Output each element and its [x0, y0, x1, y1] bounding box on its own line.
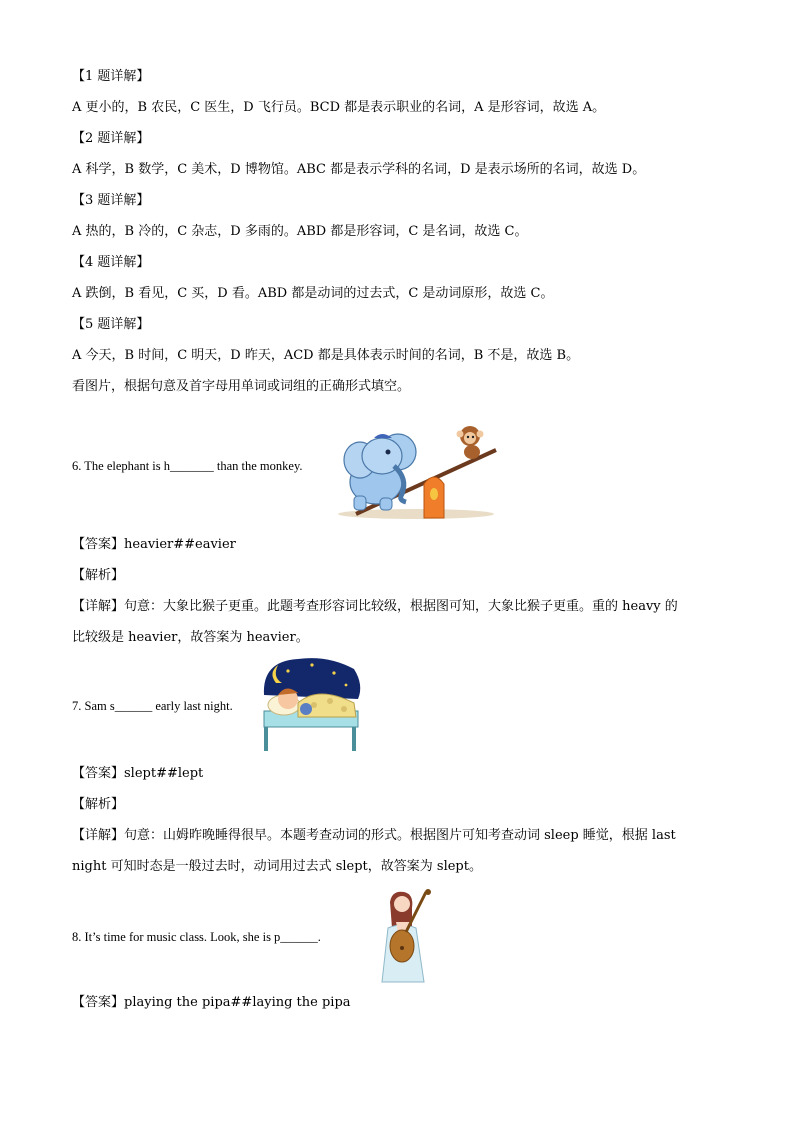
- detail-7-line2: night 可知时态是一般过去时，动词用过去式 slept，故答案为 slept。: [72, 859, 482, 874]
- explanation-q3: A 热的，B 冷的，C 杂志，D 多雨的。ABD 都是形容词，C 是名词，故选 C。: [72, 224, 528, 239]
- boy-sleeping-image: [258, 655, 364, 755]
- answer-8: 【答案】playing the pipa##laying the pipa: [72, 995, 351, 1010]
- detail-7-line1: 【详解】句意：山姆昨晚睡得很早。本题考查动词的形式。根据图片可知考查动词 sleep 睡觉，根据 last: [72, 828, 676, 843]
- detail-6-line1: 【详解】句意：大象比猴子更重。此题考查形容词比较级，根据图可知，大象比猴子更重。重的 heavy 的: [72, 599, 678, 614]
- analysis-label-6: 【解析】: [72, 568, 125, 583]
- question-7: 7. Sam s______ early last night.: [72, 699, 233, 713]
- elephant-monkey-seesaw-image: [336, 422, 498, 520]
- heading-q3: 【3 题详解】: [72, 193, 150, 208]
- analysis-label-7: 【解析】: [72, 797, 125, 812]
- detail-6-line2: 比较级是 heavier，故答案为 heavier。: [72, 630, 309, 645]
- explanation-q1: A 更小的，B 农民，C 医生，D 飞行员。BCD 都是表示职业的名词，A 是形容词，故选 A。: [72, 100, 606, 115]
- heading-q4: 【4 题详解】: [72, 255, 150, 270]
- question-8: 8. It’s time for music class. Look, she is p______.: [72, 930, 321, 944]
- explanation-q2: A 科学，B 数学，C 美术，D 博物馆。ABC 都是表示学科的名词，D 是表示场所的名词，故选 D。: [72, 162, 646, 177]
- girl-playing-pipa-image: [376, 888, 438, 984]
- heading-q5: 【5 题详解】: [72, 317, 150, 332]
- explanation-q4: A 跌倒，B 看见，C 买，D 看。ABD 都是动词的过去式，C 是动词原形，故选 C。: [72, 286, 554, 301]
- answer-6: 【答案】heavier##eavier: [72, 537, 236, 552]
- section-instruction: 看图片，根据句意及首字母用单词或词组的正确形式填空。: [72, 379, 411, 394]
- heading-q1: 【1 题详解】: [72, 69, 150, 84]
- question-6: 6. The elephant is h_______ than the monkey.: [72, 459, 303, 473]
- heading-q2: 【2 题详解】: [72, 131, 150, 146]
- answer-7: 【答案】slept##lept: [72, 766, 204, 781]
- explanation-q5: A 今天，B 时间，C 明天，D 昨天，ACD 都是具体表示时间的名词，B 不是，故选 B。: [72, 348, 580, 363]
